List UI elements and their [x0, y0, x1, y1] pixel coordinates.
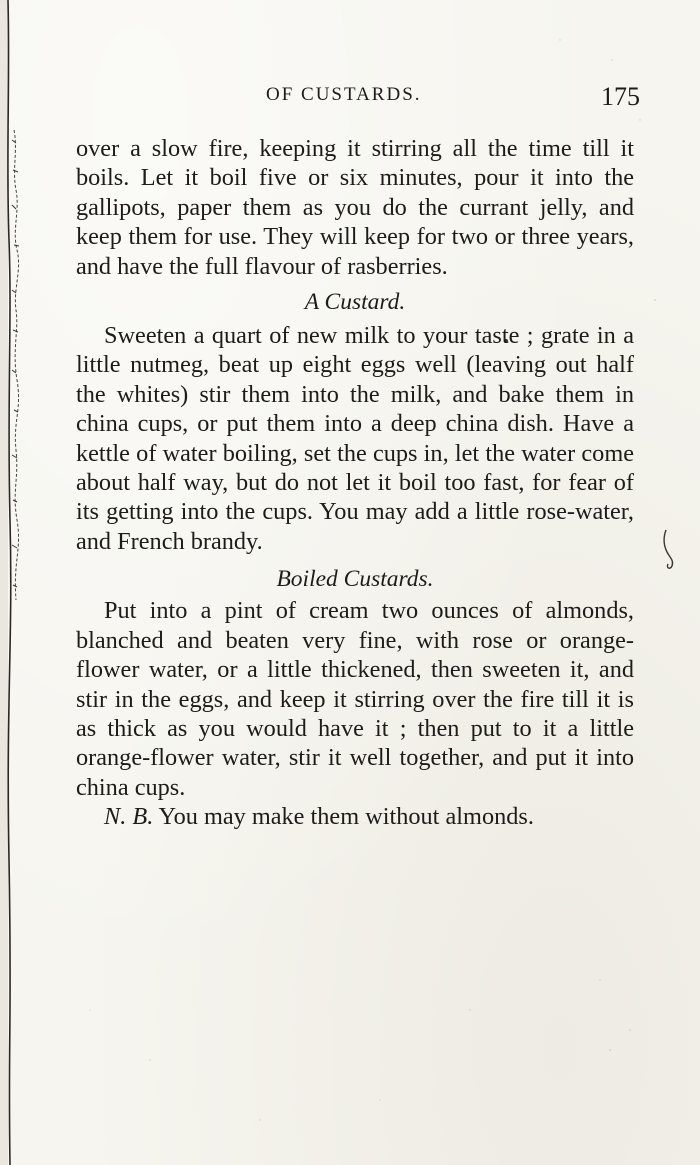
intro-paragraph: over a slow fire, keeping it stirring all the time till it boils. Let it boil five or six minutes, pour it into the gallipots, paper them as you do the currant jelly, and keep them for use. They will keep for two or three years, and have the full flavour of rasberries.	[76, 135, 634, 280]
custard-heading: A Custard.	[304, 289, 406, 316]
boiled-custards-recipe: Put into a pint of cream two ounces of almonds, blanched and beaten very fine, with rose or orange-flower water, or a little thickened, then sweeten it, and stir in the eggs, and keep it stirring over the fire till it is as thick as you would have it ; then put to it a little orange-flower water, stir it well together, and put it into china cups.	[76, 597, 634, 801]
boiled-custards-heading: Boiled Custards.	[276, 566, 434, 593]
nota-bene-label: N. B.	[104, 803, 154, 831]
nota-bene-text: You may make them without almonds.	[153, 803, 534, 831]
custard-recipe: Sweeten a quart of new milk to your taste ; grate in a little nutmeg, beat up eight eggs well (leaving out half the whites) stir them into the milk, and bake them in china cups, or put them into a deep china dish. Have a kettle of water boiling, set the cups in, let the water come about half way, but do not let it boil too fast, for fear of its getting into the cups. You may add a little rose-water, and French brandy.	[76, 322, 634, 555]
running-head: OF CUSTARDS.	[266, 84, 422, 105]
page-number: 175	[601, 82, 640, 111]
